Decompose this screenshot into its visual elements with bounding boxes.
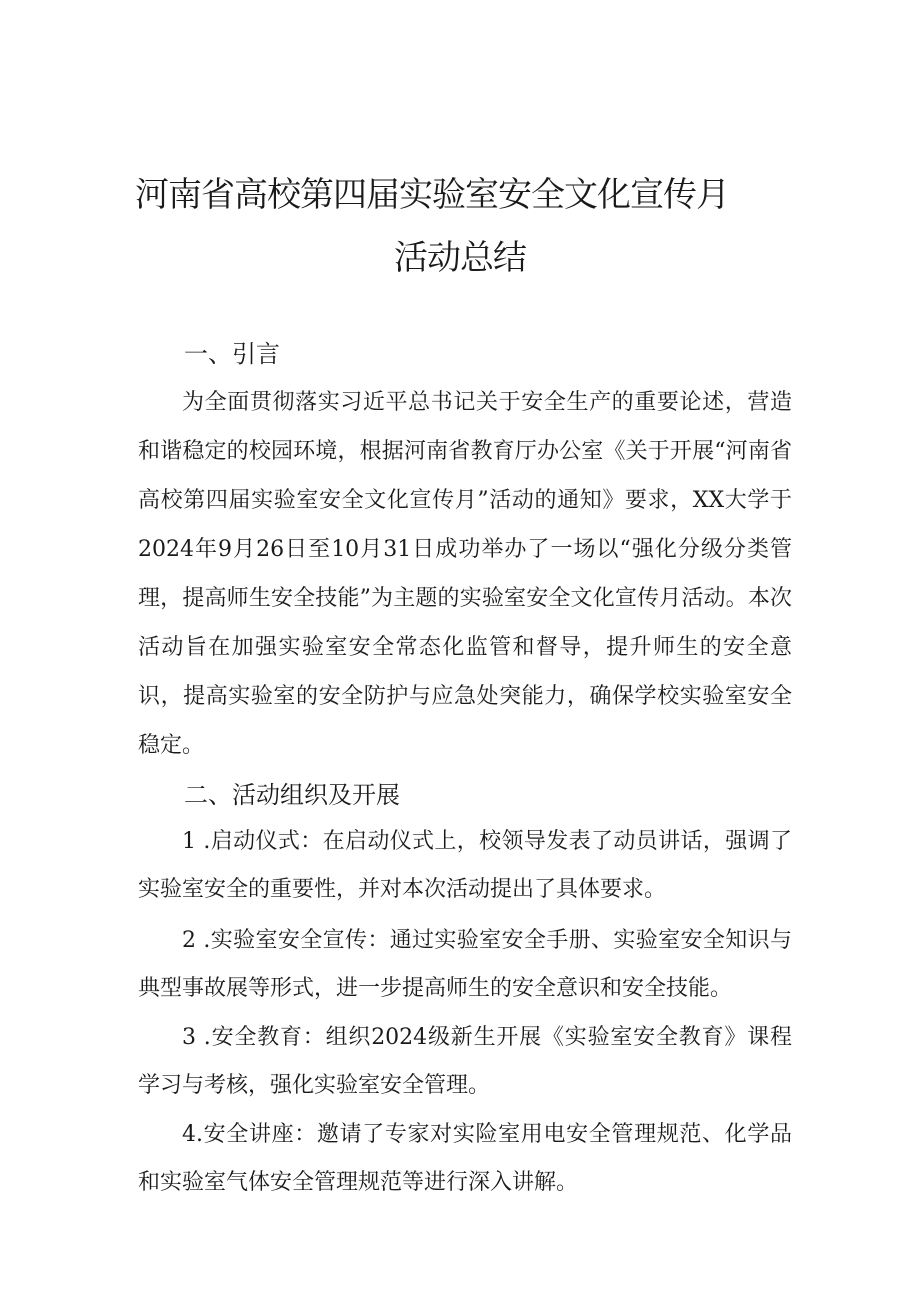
list-item-3: 3 .安全教育：组织2024级新生开展《实验室安全教育》课程学习与考核，强化实验室安全管理。 bbox=[138, 1025, 792, 1098]
list-item-4: 4.安全讲座：邀请了专家对实险室用电安全管理规范、化学品和实验室气体安全管理规范等进行深入讲解。 bbox=[138, 1122, 792, 1195]
section1-paragraph: 为全面贯彻落实习近平总书记关于安全生产的重要论述，营造和谐稳定的校园环境，根据河南省教育厅办公室《关于开展“河南省高校第四届实验室安全文化宣传月”活动的通知》要求，XX大学于2024年9月26日至10月31日成功举办了一场以“强化分级分类管理，提高师生安全技能”为主题的实验室安全文化宣传月活动。本次活动旨在加强实验室安全常态化监管和督导，提升师生的安全意识，提高实验室的安全防护与应急处突能力，确保学校实验室安全稳定。 bbox=[138, 390, 792, 758]
document-title-line1: 河南省高校第四届实验室安全文化宣传月 bbox=[135, 175, 729, 215]
section1-heading: 一、引言 bbox=[184, 340, 280, 368]
list-item-2: 2 .实验室安全宣传：通过实验室安全手册、实验室安全知识与典型事故展等形式，进一步提高师生的安全意识和安全技能。 bbox=[138, 928, 792, 1001]
section2-heading: 二、活动组织及开展 bbox=[184, 781, 400, 809]
list-item-1: 1 .启动仪式：在启动仪式上，校领导发表了动员讲话，强调了实验室安全的重要性，并对本次活动提出了具体要求。 bbox=[138, 829, 792, 902]
document-title-line2: 活动总结 bbox=[394, 238, 526, 278]
